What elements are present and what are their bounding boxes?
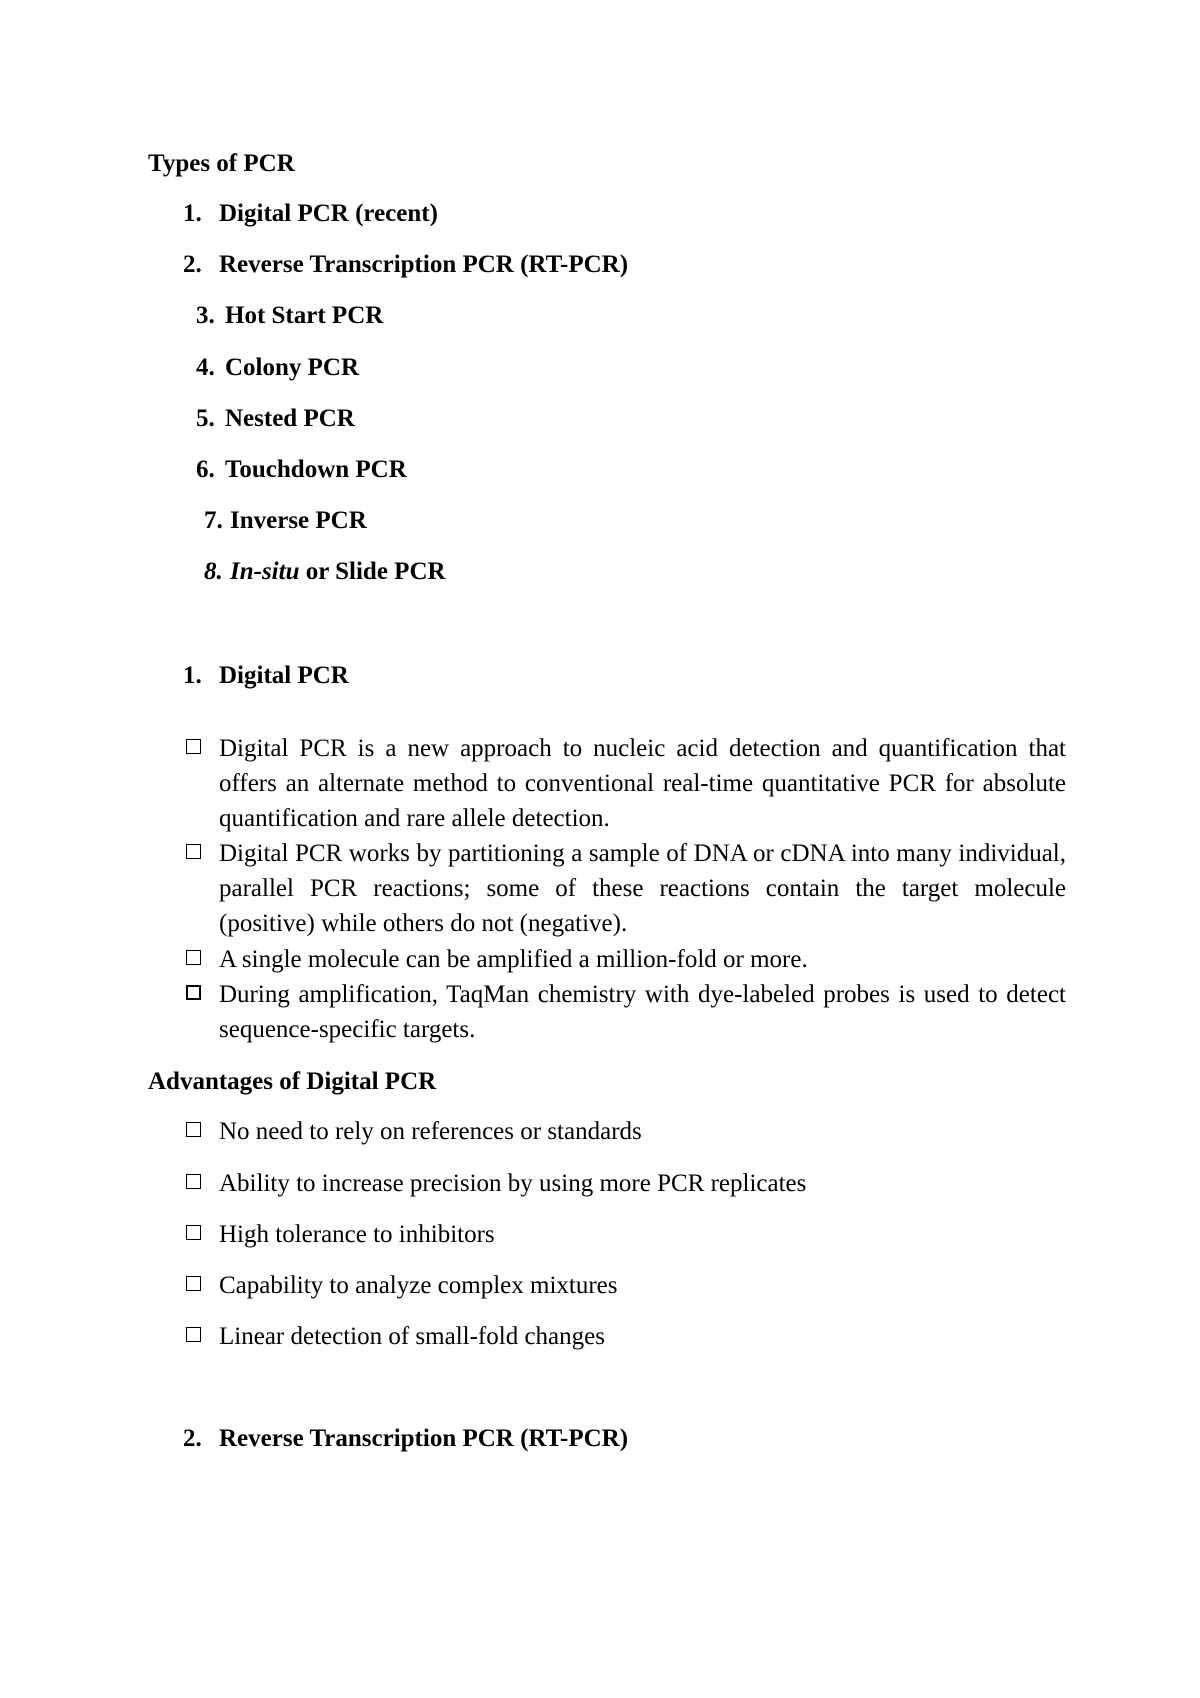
section-title-digital-pcr [183,661,349,691]
checkbox-square-icon [186,1327,201,1342]
item-number: 4. [196,354,215,381]
bullet-item [186,942,1066,977]
section-title-text: Digital PCR [219,662,349,689]
checkbox-square-icon [186,1122,201,1137]
item-label: Inverse PCR [230,507,367,534]
checkbox-square-icon [186,1276,201,1291]
item-number: 8. [204,558,223,585]
section-number: 2. [183,1425,202,1452]
item-number: 1. [183,200,202,227]
checkbox-square-icon [186,985,201,1000]
item-number: 2. [183,251,202,278]
bullet-item [186,731,1066,836]
bullet-item [186,836,1066,941]
advantage-item [186,1268,1066,1303]
item-label: or Slide PCR [299,558,446,585]
advantage-text: No need to rely on references or standards [219,1118,642,1145]
types-list-item [196,404,355,434]
bullet-item [186,977,1066,1047]
bullet-text: Digital PCR works by partitioning a sample of DNA or cDNA into many individual, parallel PCR reactions; some of these reactions contain the target molecule (positive) while others do not (negative). [219,840,1066,937]
item-label-italic: In-situ [230,558,300,585]
checkbox-square-icon [186,739,201,754]
types-list-item [204,557,446,587]
bullet-text: A single molecule can be amplified a million-fold or more. [219,946,808,973]
types-list-item [183,250,628,280]
item-number: 5. [196,405,215,432]
item-number: 6. [196,456,215,483]
types-heading: Types of PCR [148,150,295,177]
advantages-heading: Advantages of Digital PCR [148,1068,437,1095]
types-list-item [196,455,407,485]
item-number: 3. [196,302,215,329]
item-label: Nested PCR [225,405,355,432]
item-label: Touchdown PCR [225,456,407,483]
bullet-text: Digital PCR is a new approach to nucleic acid detection and quantification that offers an alternate method to conventional real-time quantitative PCR for absolute quantification and rare allele detection. [219,735,1066,832]
item-label: Hot Start PCR [225,302,384,329]
advantage-text: Capability to analyze complex mixtures [219,1272,618,1299]
types-list-item [204,506,367,536]
checkbox-square-icon [186,1174,201,1189]
types-list-item [196,353,359,383]
bullet-text: During amplification, TaqMan chemistry with dye-labeled probes is used to detect sequence-specific targets. [219,981,1066,1043]
section-title-rt-pcr [183,1424,628,1454]
checkbox-square-icon [186,844,201,859]
item-number: 7. [204,507,223,534]
advantage-item [186,1217,1066,1252]
advantage-item [186,1319,1066,1354]
advantage-text: High tolerance to inhibitors [219,1221,495,1248]
item-label: Digital PCR (recent) [219,200,438,227]
types-list-item [183,199,438,229]
checkbox-square-icon [186,950,201,965]
item-label: Colony PCR [225,354,360,381]
advantage-text: Ability to increase precision by using more PCR replicates [219,1170,807,1197]
advantage-item [186,1114,1066,1149]
section-title-text: Reverse Transcription PCR (RT-PCR) [219,1425,629,1452]
section-number: 1. [183,662,202,689]
advantage-item [186,1166,1066,1201]
advantage-text: Linear detection of small-fold changes [219,1323,605,1350]
checkbox-square-icon [186,1225,201,1240]
item-label: Reverse Transcription PCR (RT-PCR) [219,251,629,278]
types-list-item [196,301,383,331]
